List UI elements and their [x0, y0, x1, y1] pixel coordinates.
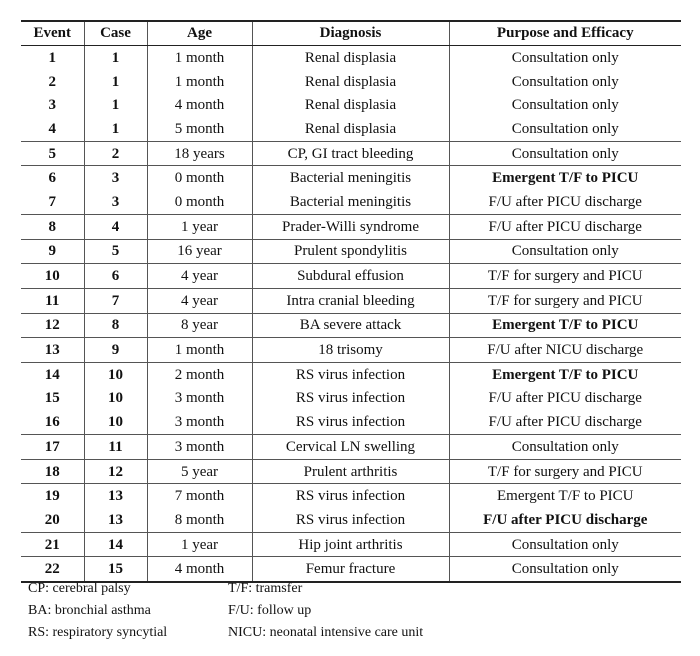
age-cell: 4 month — [147, 93, 252, 117]
case-cell: 6 — [84, 264, 147, 289]
diagnosis-cell: RS virus infection — [252, 387, 449, 411]
event-cell: 19 — [21, 484, 84, 508]
event-cell: 3 — [48, 97, 56, 114]
event-cell: 2 — [48, 73, 56, 90]
event-cell: 11 — [21, 288, 84, 313]
event-cell: 14 — [21, 362, 84, 386]
note-text: T/F: tramsfer — [228, 581, 303, 596]
table-row — [21, 141, 681, 166]
case-cell: 14 — [84, 532, 147, 557]
purpose-cell: Consultation only — [449, 141, 681, 166]
diagnosis-cell: Cervical LN swelling — [252, 435, 449, 460]
table-row — [21, 239, 681, 264]
event-cell: 15 — [44, 390, 60, 407]
diagnosis-cell: Renal displasia — [252, 93, 449, 117]
age-cell: 5 year — [147, 459, 252, 484]
table-row — [21, 362, 681, 386]
diagnosis-cell: Renal displasia — [252, 70, 449, 94]
event-cell: 16 — [44, 414, 60, 431]
note-row — [28, 600, 508, 622]
purpose-cell: F/U after PICU discharge — [449, 410, 681, 434]
age-cell: 1 month — [147, 46, 252, 70]
diagnosis-cell: Subdural effusion — [252, 264, 449, 289]
case-cell: 4 — [84, 214, 147, 239]
case-cell: 10 — [84, 362, 147, 386]
purpose-cell: Consultation only — [449, 117, 681, 141]
case-cell: 15 — [84, 557, 147, 582]
diagnosis-cell: Renal displasia — [252, 117, 449, 141]
event-cell: 5 — [21, 141, 84, 166]
case-cell: 7 — [84, 288, 147, 313]
diagnosis-cell: Prulent arthritis — [252, 459, 449, 484]
table-row — [21, 532, 681, 557]
purpose-cell: T/F for surgery and PICU — [449, 264, 681, 289]
case-cell: 9 — [84, 338, 147, 363]
event-cell: 1 — [48, 49, 56, 66]
event-cell: 22 — [21, 557, 84, 582]
age-cell: 5 month — [147, 117, 252, 141]
purpose-cell: Consultation only — [449, 239, 681, 264]
diagnosis-cell: Bacterial meningitis — [252, 166, 449, 190]
event-cell: 7 — [48, 193, 56, 210]
purpose-cell: Emergent T/F to PICU — [449, 362, 681, 386]
age-cell: 4 year — [147, 288, 252, 313]
diagnosis-cell: Prulent spondylitis — [252, 239, 449, 264]
note-row — [28, 578, 508, 600]
age-cell: 7 month — [147, 484, 252, 508]
purpose-cell: Consultation only — [449, 435, 681, 460]
table-row — [21, 264, 681, 289]
event-cell: 8 — [21, 214, 84, 239]
case-cell: 1 — [84, 70, 147, 94]
age-cell: 3 month — [147, 387, 252, 411]
age-cell: 0 month — [147, 166, 252, 190]
table-row — [21, 459, 681, 484]
diagnosis-cell: RS virus infection — [252, 362, 449, 386]
case-cell: 8 — [84, 313, 147, 338]
event-cell: 21 — [21, 532, 84, 557]
note-text: BA: bronchial asthma — [28, 603, 151, 618]
event-cell: 20 — [44, 511, 60, 528]
age-cell: 3 month — [147, 410, 252, 434]
table-row — [21, 214, 681, 239]
event-cell: 18 — [21, 459, 84, 484]
event-cell: 9 — [21, 239, 84, 264]
age-cell: 8 month — [147, 508, 252, 532]
table-row — [21, 484, 681, 508]
case-cell: 12 — [84, 459, 147, 484]
purpose-cell: F/U after PICU discharge — [449, 508, 681, 532]
diagnosis-cell: Prader-Willi syndrome — [252, 214, 449, 239]
table-row — [21, 338, 681, 363]
table-row — [21, 70, 681, 94]
case-cell: 1 — [84, 46, 147, 70]
diagnosis-cell: BA severe attack — [252, 313, 449, 338]
event-cell: 4 — [48, 120, 56, 137]
case-cell: 13 — [84, 508, 147, 532]
table-row — [21, 387, 681, 411]
purpose-cell: Consultation only — [449, 557, 681, 582]
case-cell: 1 — [84, 93, 147, 117]
age-cell: 16 year — [147, 239, 252, 264]
table-row — [21, 313, 681, 338]
purpose-cell: T/F for surgery and PICU — [449, 459, 681, 484]
purpose-cell: Consultation only — [449, 70, 681, 94]
table-row — [21, 410, 681, 434]
table-row — [21, 190, 681, 214]
diagnosis-cell: RS virus infection — [252, 508, 449, 532]
age-cell: 3 month — [147, 435, 252, 460]
case-cell: 3 — [84, 190, 147, 214]
event-cell: 13 — [21, 338, 84, 363]
case-cell: 5 — [84, 239, 147, 264]
case-cell: 2 — [84, 141, 147, 166]
diagnosis-cell: 18 trisomy — [252, 338, 449, 363]
purpose-cell: F/U after PICU discharge — [449, 387, 681, 411]
header-diagnosis: Diagnosis — [252, 21, 449, 46]
table-row — [21, 435, 681, 460]
header-purpose: Purpose and Efficacy — [449, 21, 681, 46]
case-cell: 3 — [84, 166, 147, 190]
case-cell: 10 — [84, 410, 147, 434]
header-case: Case — [84, 21, 147, 46]
table-row — [21, 166, 681, 190]
purpose-cell: Emergent T/F to PICU — [449, 313, 681, 338]
case-cell: 13 — [84, 484, 147, 508]
purpose-cell: F/U after PICU discharge — [449, 190, 681, 214]
events-table — [21, 20, 681, 583]
diagnosis-cell: Hip joint arthritis — [252, 532, 449, 557]
diagnosis-cell: Femur fracture — [252, 557, 449, 582]
note-text: RS: respiratory syncytial — [28, 625, 168, 640]
diagnosis-cell: Bacterial meningitis — [252, 190, 449, 214]
age-cell: 1 year — [147, 532, 252, 557]
header-age: Age — [147, 21, 252, 46]
note-text: CP: cerebral palsy — [28, 581, 131, 596]
purpose-cell: Emergent T/F to PICU — [449, 484, 681, 508]
table-row — [21, 508, 681, 532]
purpose-cell: Emergent T/F to PICU — [449, 166, 681, 190]
diagnosis-cell: Renal displasia — [252, 46, 449, 70]
purpose-cell: Consultation only — [449, 46, 681, 70]
case-cell: 1 — [84, 117, 147, 141]
table-row — [21, 93, 681, 117]
purpose-cell: T/F for surgery and PICU — [449, 288, 681, 313]
age-cell: 18 years — [147, 141, 252, 166]
purpose-cell: Consultation only — [449, 93, 681, 117]
purpose-cell: F/U after PICU discharge — [449, 214, 681, 239]
diagnosis-cell: RS virus infection — [252, 410, 449, 434]
case-cell: 11 — [84, 435, 147, 460]
note-text: NICU: neonatal intensive care unit — [228, 625, 424, 640]
age-cell: 1 year — [147, 214, 252, 239]
age-cell: 4 month — [147, 557, 252, 582]
purpose-cell: Consultation only — [449, 532, 681, 557]
event-cell: 17 — [21, 435, 84, 460]
case-cell: 10 — [84, 387, 147, 411]
age-cell: 8 year — [147, 313, 252, 338]
note-text: F/U: follow up — [228, 603, 312, 618]
purpose-cell: F/U after NICU discharge — [449, 338, 681, 363]
header-event: Event — [21, 21, 84, 46]
table-body — [21, 46, 681, 583]
age-cell: 1 month — [147, 70, 252, 94]
diagnosis-cell: RS virus infection — [252, 484, 449, 508]
event-cell: 6 — [21, 166, 84, 190]
age-cell: 2 month — [147, 362, 252, 386]
diagnosis-cell: Intra cranial bleeding — [252, 288, 449, 313]
note-row — [28, 622, 508, 644]
event-cell: 10 — [21, 264, 84, 289]
event-cell: 12 — [21, 313, 84, 338]
age-cell: 0 month — [147, 190, 252, 214]
age-cell: 4 year — [147, 264, 252, 289]
abbreviation-notes — [28, 578, 508, 644]
diagnosis-cell: CP, GI tract bleeding — [252, 141, 449, 166]
table-row — [21, 117, 681, 141]
table-row — [21, 288, 681, 313]
age-cell: 1 month — [147, 338, 252, 363]
table-row — [21, 46, 681, 70]
table-header-row — [21, 21, 681, 46]
